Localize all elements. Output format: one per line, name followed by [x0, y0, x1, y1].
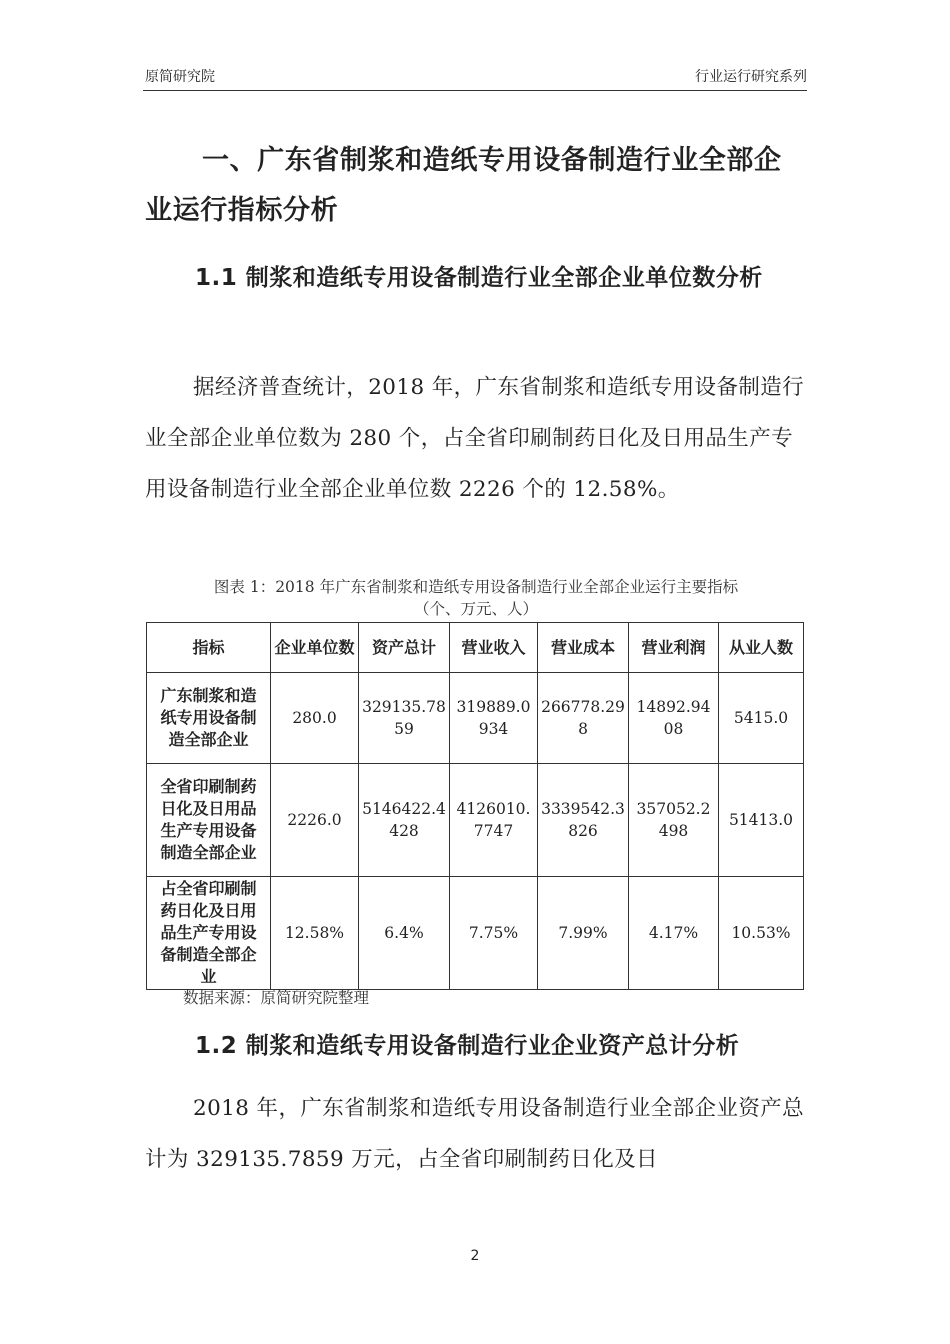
col-header-indicator: 指标: [147, 623, 271, 673]
row-label: 占全省印刷制药日化及日用品生产专用设备制造全部企业: [147, 877, 271, 990]
table-row: [147, 764, 804, 877]
table-cell: 2226.0: [271, 764, 359, 877]
table-cell: 357052.2498: [629, 764, 719, 877]
table-cell: 10.53%: [719, 877, 804, 990]
table-caption-line-2: （个、万元、人）: [413, 600, 538, 618]
subsection-2-title: 1.2 制浆和造纸专用设备制造行业企业资产总计分析: [195, 1033, 740, 1059]
table-cell: 5415.0: [719, 673, 804, 764]
table-header-row: [147, 623, 804, 673]
indicator-table: [146, 622, 804, 990]
table-cell: 319889.0934: [450, 673, 538, 764]
page-number: 2: [470, 1248, 480, 1264]
row-label: 全省印刷制药日化及日用品生产专用设备制造全部企业: [147, 764, 271, 877]
col-header-profit: 营业利润: [629, 623, 719, 673]
col-header-revenue: 营业收入: [450, 623, 538, 673]
paragraph-1: 据经济普查统计，2018 年，广东省制浆和造纸专用设备制造行业全部企业单位数为 280 个，占全省印刷制药日化及日用品生产专用设备制造行业全部企业单位数 2226 个的 12.58%。: [145, 375, 805, 502]
table-cell: 280.0: [271, 673, 359, 764]
table-caption: [145, 576, 807, 620]
table-cell: 5146422.4428: [359, 764, 450, 877]
table-cell: 3339542.3826: [538, 764, 629, 877]
header-left-org: 原简研究院: [145, 69, 215, 85]
table-caption-line-1: 图表 1：2018 年广东省制浆和造纸专用设备制造行业全部企业运行主要指标: [213, 578, 739, 596]
col-header-assets: 资产总计: [359, 623, 450, 673]
table-cell: 51413.0: [719, 764, 804, 877]
table-cell: 7.99%: [538, 877, 629, 990]
subsection-1-title: 1.1 制浆和造纸专用设备制造行业全部企业单位数分析: [195, 265, 763, 291]
table-cell: 6.4%: [359, 877, 450, 990]
header-right-series: 行业运行研究系列: [695, 69, 807, 85]
table-source-note: 数据来源：原简研究院整理: [183, 989, 370, 1007]
table-cell: 14892.9408: [629, 673, 719, 764]
table-cell: 7.75%: [450, 877, 538, 990]
table-cell: 329135.7859: [359, 673, 450, 764]
col-header-units: 企业单位数: [271, 623, 359, 673]
header-divider: [143, 90, 807, 91]
paragraph-2: 2018 年，广东省制浆和造纸专用设备制造行业全部企业资产总计为 329135.7859 万元，占全省印刷制药日化及日: [145, 1096, 805, 1172]
row-label: 广东制浆和造纸专用设备制造全部企业: [147, 673, 271, 764]
table-row: [147, 877, 804, 990]
table-cell: 12.58%: [271, 877, 359, 990]
table-cell: 4.17%: [629, 877, 719, 990]
col-header-cost: 营业成本: [538, 623, 629, 673]
table-cell: 266778.298: [538, 673, 629, 764]
table-cell: 4126010.7747: [450, 764, 538, 877]
col-header-employees: 从业人数: [719, 623, 804, 673]
section-title: 一、广东省制浆和造纸专用设备制造行业全部企业运行指标分析: [145, 145, 782, 226]
table-row: [147, 673, 804, 764]
